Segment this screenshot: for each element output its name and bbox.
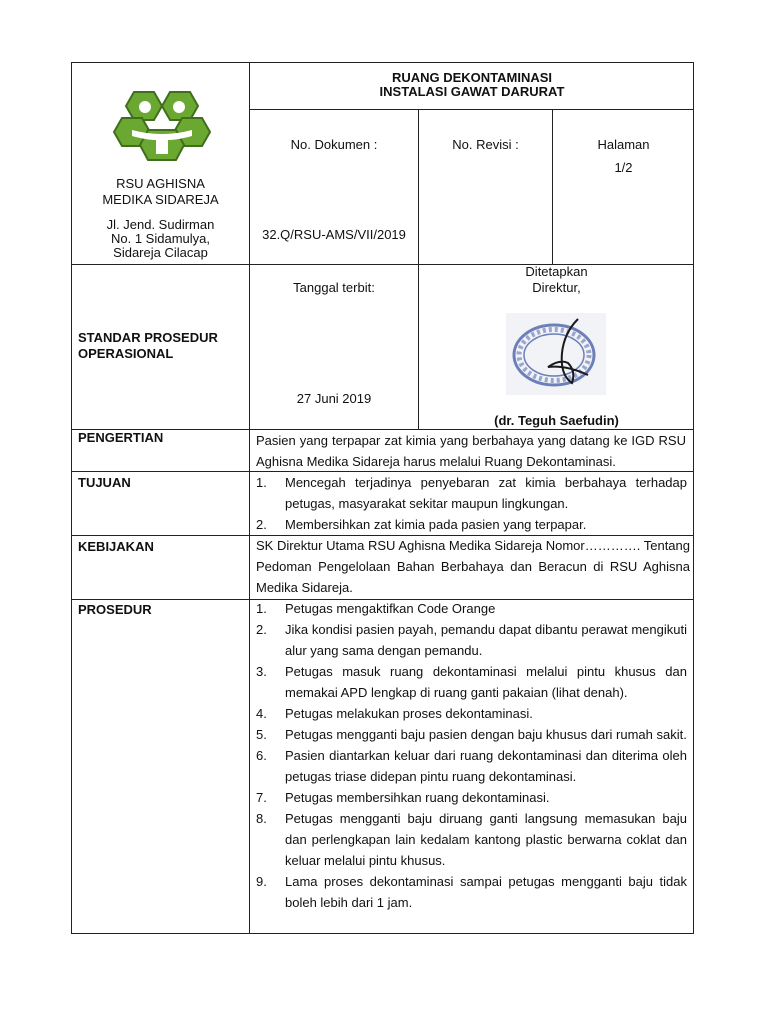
pengertian-label: PENGERTIAN: [78, 430, 164, 445]
kebijakan-label: KEBIJAKAN: [78, 539, 154, 554]
tujuan-label: TUJUAN: [78, 475, 131, 490]
list-item: 7. Petugas membersihkan ruang dekontaminasi.: [256, 790, 550, 805]
hospital-name-2: MEDIKA SIDAREJA: [102, 192, 219, 207]
list-item: 1. Petugas mengaktifkan Code Orange: [256, 601, 496, 616]
sop-label: STANDAR PROSEDUR: [78, 330, 218, 345]
signer-name: (dr. Teguh Saefudin): [494, 413, 619, 428]
hospital-name: RSU AGHISNA: [116, 176, 205, 191]
page-value: 1/2: [614, 160, 633, 175]
list-item: 1. Mencegah terjadinya penyebaran zat kimia berbahaya terhadap petugas, masyarakat sekitar maupun lingkungan.: [256, 475, 687, 511]
revision-label: No. Revisi :: [452, 137, 519, 152]
doc-number-label: No. Dokumen :: [290, 137, 378, 152]
issue-date-label: Tanggal terbit:: [293, 280, 375, 295]
list-item: 5. Petugas mengganti baju pasien dengan baju khusus dari rumah sakit.: [256, 727, 687, 742]
rule-rev-column: [552, 109, 553, 264]
doc-number-value: 32.Q/RSU-AMS/VII/2019: [262, 227, 406, 242]
hospital-address-1: Jl. Jend. Sudirman: [106, 217, 215, 232]
prosedur-label: PROSEDUR: [78, 602, 152, 617]
hospital-address-2: No. 1 Sidamulya,: [111, 231, 210, 246]
kebijakan-text: SK Direktur Utama RSU Aghisna Medika Sidareja Nomor…………. Tentang Pedoman Pengelolaan Bahan Berbahaya dan Beracun di RSU Aghisna Medika Sidareja.: [256, 538, 690, 595]
pengertian-text: Pasien yang terpapar zat kimia yang berbahaya yang datang ke IGD RSU Aghisna Medika Sidareja harus melalui Ruang Dekontaminasi.: [256, 433, 686, 469]
approved-role: Direktur,: [532, 280, 581, 295]
rule-title-bottom: [249, 109, 694, 110]
issue-date-value: 27 Juni 2019: [296, 391, 372, 406]
list-item: 4. Petugas melakukan proses dekontaminasi.: [256, 706, 533, 721]
prosedur-list: [250, 598, 687, 913]
tujuan-list: [250, 472, 687, 535]
hospital-address-3: Sidareja Cilacap: [113, 245, 208, 260]
sop-label-2: OPERASIONAL: [78, 346, 174, 361]
document-title: RUANG DEKONTAMINASI: [391, 70, 553, 85]
list-item: 6. Pasien diantarkan keluar dari ruang dekontaminasi dan diterima oleh petugas triase didepan pintu ruang dekontaminasi.: [256, 748, 687, 784]
list-item: 3. Petugas masuk ruang dekontaminasi melalui pintu khusus dan memakai APD lengkap di ruang ganti pakaian (lihat denah).: [256, 664, 687, 700]
approved-label: Ditetapkan: [525, 264, 588, 279]
seal-signature-icon: [506, 313, 606, 395]
list-item: 9. Lama proses dekontaminasi sampai petugas mengganti baju tidak boleh lebih dari 1 jam.: [256, 874, 687, 910]
hospital-logo-icon: [112, 90, 212, 162]
document-subtitle: INSTALASI GAWAT DARURAT: [379, 84, 565, 99]
list-item: 2. Jika kondisi pasien payah, pemandu dapat dibantu perawat mengikuti alur yang sama dengan pemandu.: [256, 622, 687, 658]
list-item: 8. Petugas mengganti baju diruang ganti langsung memasukan baju dan perlengkapan lain kedalam kantong plastic berwarna coklat dan keluar melalui pintu khusus.: [256, 811, 687, 868]
list-item: 2. Membersihkan zat kimia pada pasien yang terpapar.: [256, 517, 587, 532]
page-label: Halaman: [597, 137, 650, 152]
